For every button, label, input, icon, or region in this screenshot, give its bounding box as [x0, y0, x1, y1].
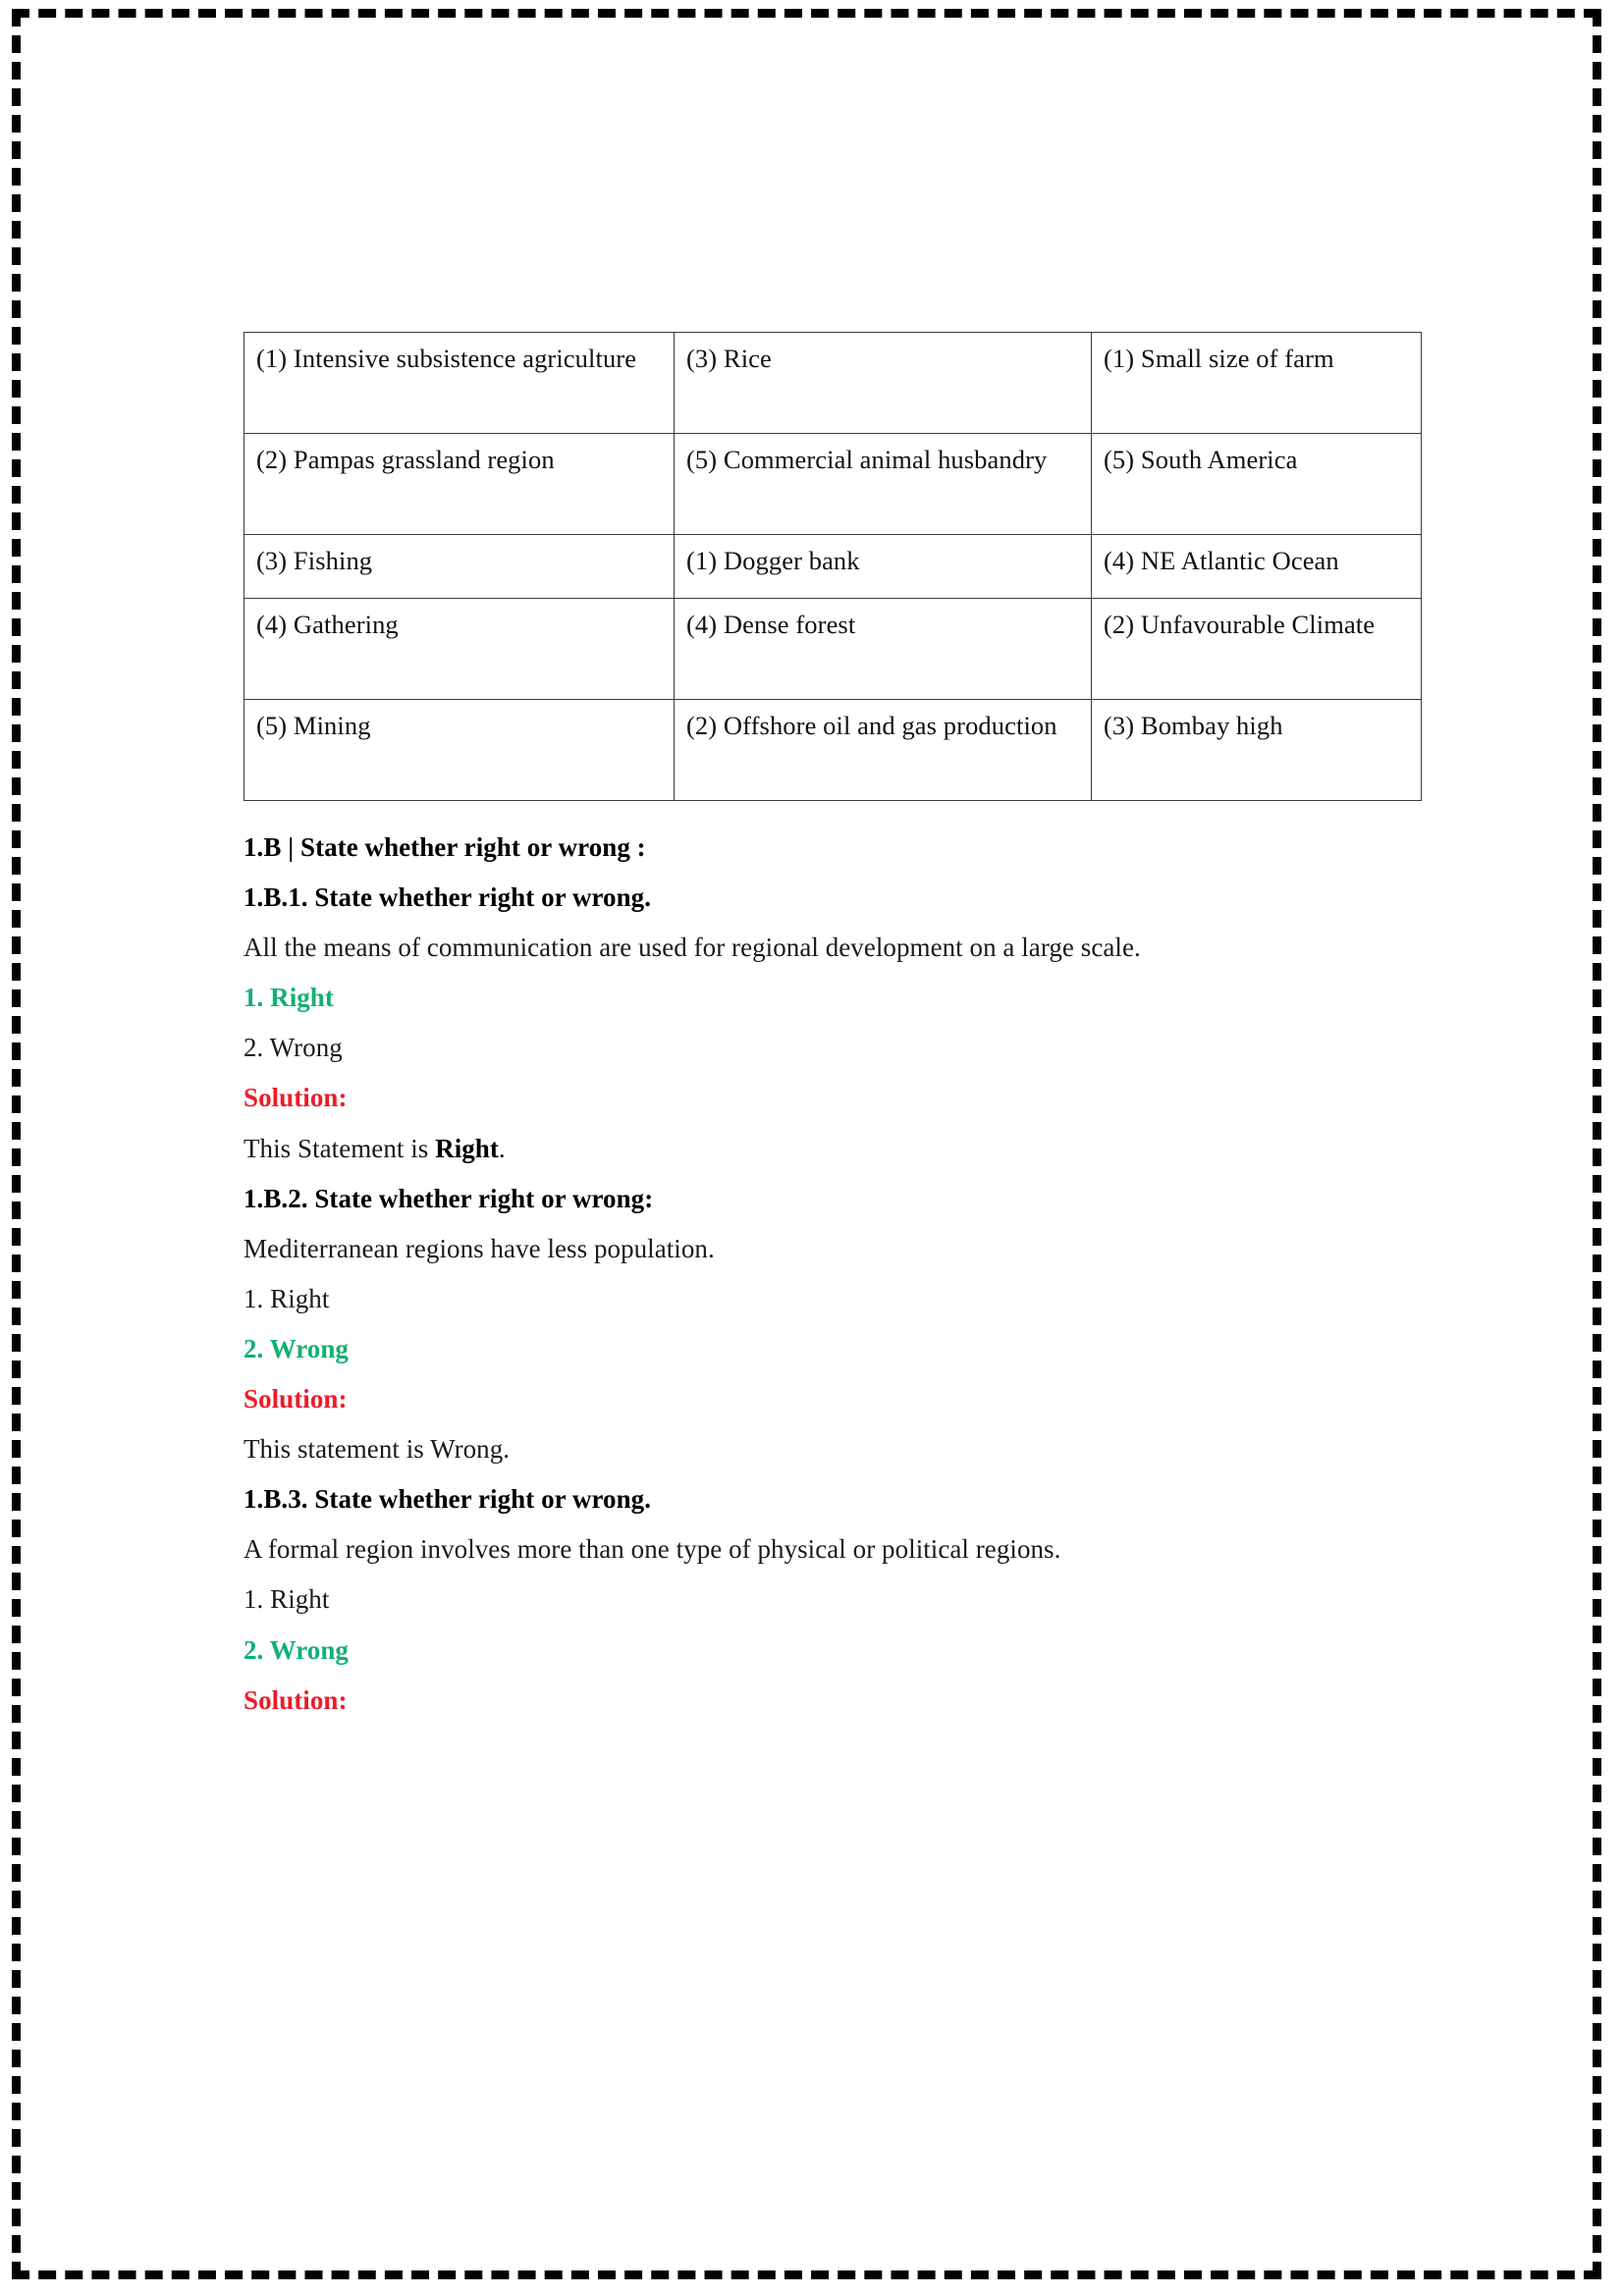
question-3-heading: 1.B.3. State whether right or wrong.: [243, 1484, 652, 1515]
solution-suffix: .: [498, 1133, 506, 1163]
question-2-solution-text: This statement is Wrong.: [243, 1434, 511, 1465]
table-row: [244, 700, 1422, 801]
table-cell: (1) Intensive subsistence agriculture: [244, 333, 675, 434]
table-cell: (4) Dense forest: [675, 599, 1092, 700]
table-cell: (5) South America: [1092, 434, 1422, 535]
solution-emphasis: Right: [435, 1133, 499, 1163]
question-1-heading: 1.B.1. State whether right or wrong.: [243, 882, 652, 913]
table-cell: (3) Rice: [675, 333, 1092, 434]
question-2-option-right[interactable]: 1. Right: [243, 1283, 330, 1313]
question-2-option-wrong[interactable]: 2. Wrong: [243, 1333, 349, 1363]
question-3-solution-label: Solution:: [243, 1684, 348, 1715]
question-1-solution-text: [243, 1132, 1422, 1166]
table-row: [244, 535, 1422, 599]
match-the-pairs-table: [243, 332, 1422, 801]
table-cell: (5) Mining: [244, 700, 675, 801]
question-3-statement: A formal region involves more than one type of physical or political regions.: [243, 1534, 1061, 1565]
question-1-statement: All the means of communication are used for regional development on a large scale.: [243, 933, 1141, 963]
question-2-heading: 1.B.2. State whether right or wrong:: [243, 1183, 654, 1213]
table-cell: (1) Dogger bank: [675, 535, 1092, 599]
question-1-solution-label: Solution:: [243, 1083, 348, 1113]
table-row: [244, 333, 1422, 434]
question-2-solution-label: Solution:: [243, 1384, 348, 1415]
question-2-statement: Mediterranean regions have less population.: [243, 1233, 715, 1263]
table-cell: (3) Fishing: [244, 535, 675, 599]
question-1-option-wrong[interactable]: 2. Wrong: [243, 1033, 343, 1063]
table-cell: (2) Unfavourable Climate: [1092, 599, 1422, 700]
table-cell: (3) Bombay high: [1092, 700, 1422, 801]
page-dashed-border: [12, 9, 1601, 2279]
section-title: 1.B | State whether right or wrong :: [243, 832, 646, 862]
table-cell: (4) Gathering: [244, 599, 675, 700]
table-row: [244, 434, 1422, 535]
table-cell: (2) Pampas grassland region: [244, 434, 675, 535]
table-cell: (5) Commercial animal husbandry: [675, 434, 1092, 535]
table-cell: (4) NE Atlantic Ocean: [1092, 535, 1422, 599]
table-cell: (1) Small size of farm: [1092, 333, 1422, 434]
table-row: [244, 599, 1422, 700]
question-1-option-right[interactable]: 1. Right: [243, 983, 334, 1013]
document-content: [243, 332, 1422, 1718]
question-3-option-wrong[interactable]: 2. Wrong: [243, 1634, 349, 1665]
solution-prefix: This Statement is: [243, 1133, 436, 1163]
table-cell: (2) Offshore oil and gas production: [675, 700, 1092, 801]
question-3-option-right[interactable]: 1. Right: [243, 1584, 330, 1615]
